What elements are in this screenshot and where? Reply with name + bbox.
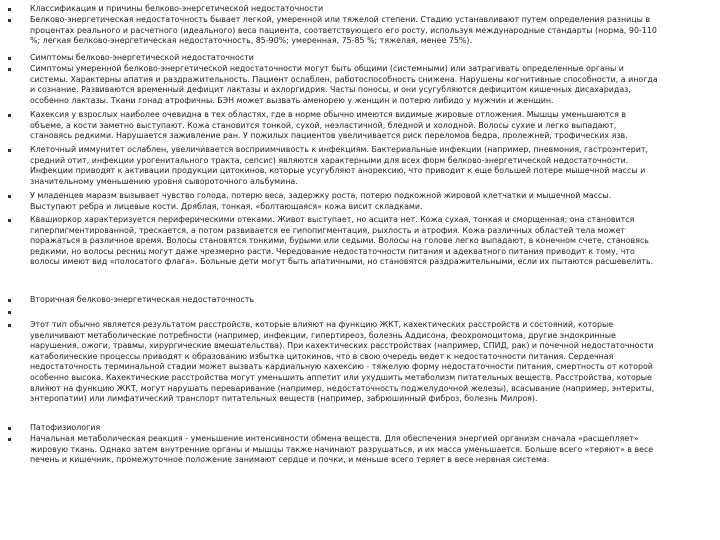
- list-item-text: Классификация и причины белково-энергетической недостаточности: [30, 4, 324, 13]
- list-item: [30, 423, 658, 434]
- list-item-text: Кахексия у взрослых наиболее очевидна в тех областях, где в норме обычно имеются видимые жировые отложения. Мышцы уменьшаются в объеме, а кости заметно выступают. Кожа становится тонкой, сухой, неэластичной, бледной и холодной. Волосы сухие и легко выпадают, становясь редкими. Нарушается заживление ран. У пожилых пациентов увеличивается риск переломов бедра, пролежней, трофических язв.: [30, 110, 628, 141]
- list-item: [30, 64, 658, 106]
- list-item-text: Клеточный иммунитет ослаблен, увеличивается восприимчивость к инфекциям. Бактериальные инфекции (например, пневмония, гастроэнтерит, средний отит, инфекции урогенитального тракта, сепсис) являются характерными для всех форм белково-энергетической недостаточности. Инфекции приводят к активации продукции цитокинов, которые усугубляют анорексию, что приводит к еще большей потере мышечной массы и значительному уменьшению уровня сывороточного альбумина.: [30, 145, 648, 186]
- bullet-marker: [8, 299, 11, 302]
- list-item-text: Начальная метаболическая реакция - уменьшение интенсивности обмена веществ. Для обеспечения энергией организм сначала «расщепляет» жировую ткань. Однако затем внутренние органы и мышцы также начинают разрушаться, и их масса уменьшается. Больше всего «теряют» в весе печень и кишечник, промежуточное положение занимают сердце и почки, и меньше всего теряет в весе нервная система.: [30, 434, 654, 465]
- bullet-marker: [8, 114, 11, 117]
- list-item-text: Белково-энергетическая недостаточность бывает легкой, умеренной или тяжелой степени. Стадию устанавливают путем определения разницы в процентах реального и расчетного (идеального) веса пациента, соответствующего его росту, используя международные стандарты (норма, 90-110 %; легкая белково-энергетическая недостаточность, 85-90%; умеренная, 75-85 %; тяжелая, менее 75%).: [30, 15, 657, 46]
- list-item-text: Квашиоркор характеризуется периферическими отеками. Живот выступает, но асцита нет. Кожа сухая, тонкая и сморщенная; она становится гиперпигментированной, трескается, а потом развивается ее гипопигментация, рыхлость и атрофия. Кожа различных областей тела может поражаться в различное время. Волосы становятся тонкими, бурыми или седыми. Волосы на голове легко выпадают, в конечном счете, становясь редкими, но волосы ресниц могут даже чрезмерно расти. Чередование недостаточности питания и адекватного питания приводит к тому, что волосы имеют вид «полосатого флага». Больные дети могут быть апатичными, но становятся раздражительными, если их пытаются расшевелить.: [30, 215, 654, 267]
- list-item: [30, 215, 658, 268]
- list-item: [30, 145, 658, 187]
- list-item: [30, 434, 658, 466]
- list-item-text: Патофизиология: [30, 423, 101, 432]
- list-item-text: У младенцев маразм вызывает чувство голода, потерю веса, задержку роста, потерю подкожной жировой клетчатки и мышечной массы. Выступают ребра и лицевые кости. Дряблая, тонкая, «болтающаяся» кожа висит складками.: [30, 191, 612, 211]
- list-item-text: Симптомы белково-энергетической недостаточности: [30, 53, 254, 62]
- bullet-marker: [8, 427, 11, 430]
- bullet-marker: [8, 19, 11, 22]
- list-item: [30, 110, 658, 142]
- list-item-text: Симптомы умеренной белково-энергетической недостаточности могут быть общими (системными) или затрагивать определенные органы и системы. Характерны апатия и раздражительность. Пациент ослаблен, работоспособность снижена. Нарушены когнитивные способности, а иногда и сознание. Развиваются временный дефицит лактазы и ахлоргидрия. Часты поносы, и они усугубляются дефицитом кишечных дисахаридаз, особенно лактазы. Ткани гонад атрофичны. БЭН может вызвать аменорею у женщин и потерю либидо у мужчин и женщин.: [30, 64, 658, 105]
- list-item: [30, 4, 658, 15]
- bullet-marker: [8, 8, 11, 11]
- list-item: [30, 53, 658, 64]
- bullet-marker: [8, 311, 11, 314]
- list-item-text: Вторичная белково-энергетическая недостаточность: [30, 295, 255, 304]
- list-item-text: Этот тип обычно является результатом расстройств, которые влияют на функцию ЖКТ, кахектических расстройств и состояний, которые увеличивают метаболические потребности (например, инфекции, гипертиреоз, болезнь Аддисона, феохромоцитома, другие эндокринные нарушения, ожоги, травмы, хирургические вмешательства). При кахектических расстройствах (например, СПИД, рак) и почечной недостаточности катаболические процессы приводят к образованию избытка цитокинов, что в свою очередь ведет к недостаточности питания. Сердечная недостаточность терминальной стадии может вызвать кардиальную кахексию - тяжелую форму недостаточности питания, смертность от которой особенно высока. Кахектические расстройства могут уменьшить аппетит или ухудшить метаболизм питательных веществ. Расстройства, которые влияют на функцию ЖКТ, могут нарушать переваривание (например, недостаточность поджелудочной железы), всасывание (например, энтериты, энтеропатии) или лимфатический транспорт питательных веществ (например, забрюшинный фиброз, болезнь Милроя).: [30, 320, 655, 404]
- bullet-marker: [8, 195, 11, 198]
- bullet-marker: [8, 438, 11, 441]
- bullet-marker: [8, 149, 11, 152]
- bullet-marker: [8, 219, 11, 222]
- list-item: [30, 320, 658, 405]
- bullet-marker: [8, 57, 11, 60]
- bullet-marker: [8, 324, 11, 327]
- list-item: [30, 191, 658, 212]
- list-item: [30, 15, 658, 47]
- bullet-marker: [8, 68, 11, 71]
- list-item: [30, 295, 658, 306]
